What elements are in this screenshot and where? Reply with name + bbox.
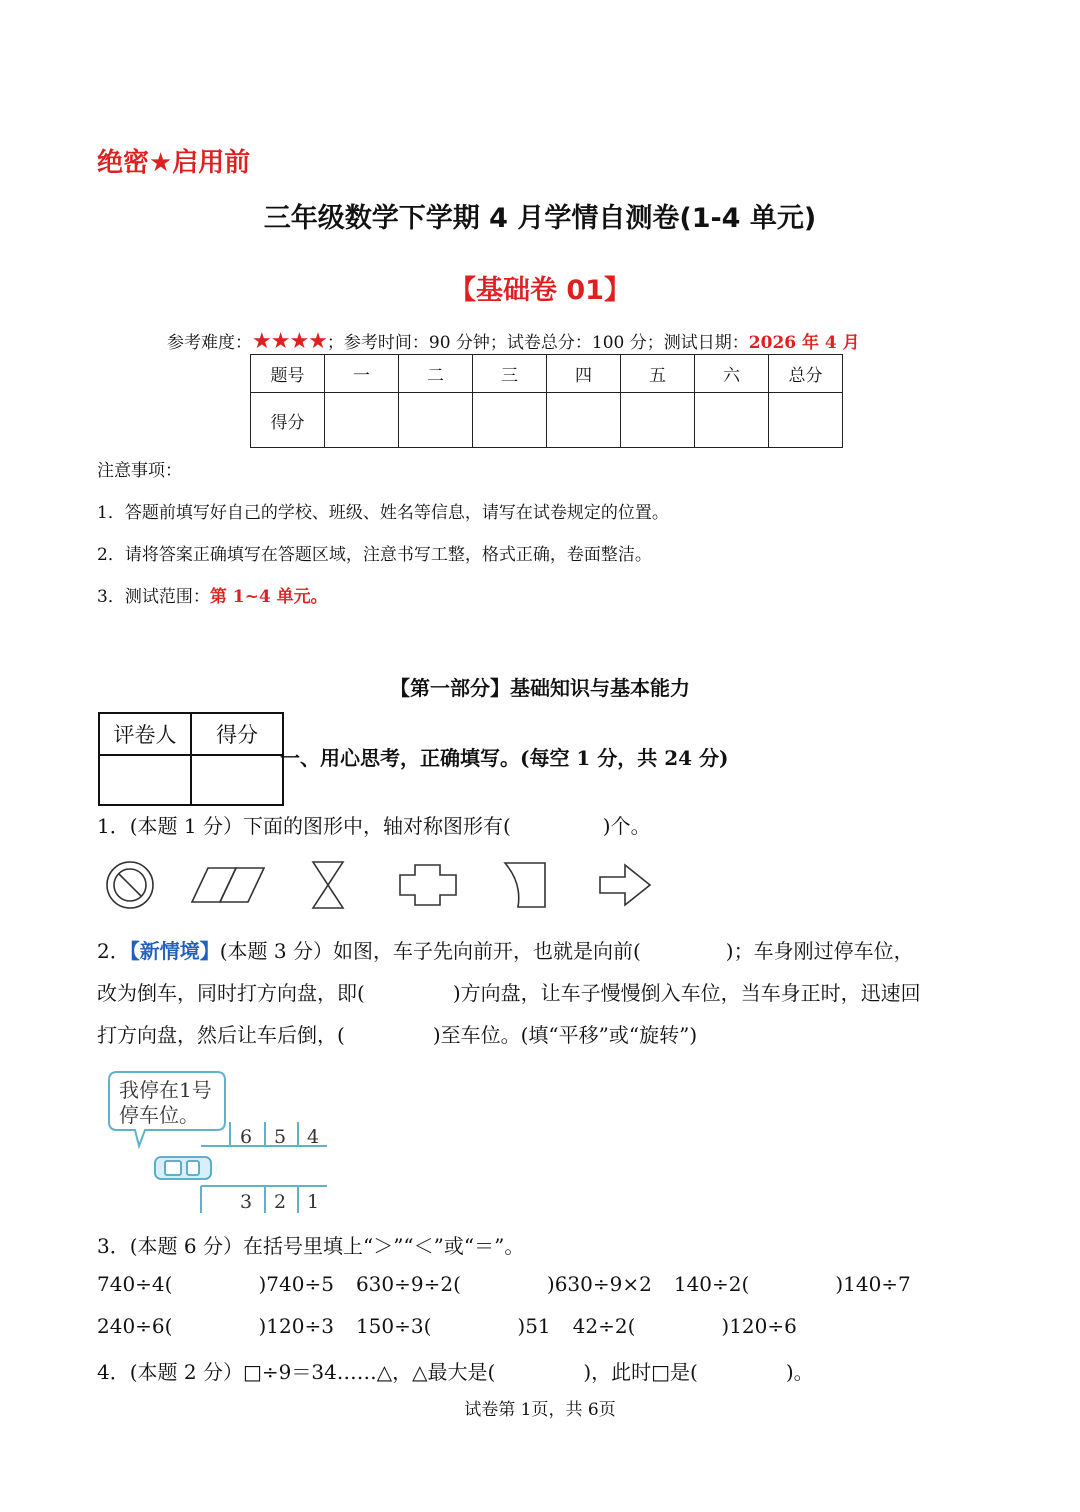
grader-header: 评卷人 xyxy=(99,713,191,755)
car-icon xyxy=(155,1157,211,1179)
exam-date: 2026 年 4 月 xyxy=(748,333,860,353)
bubble-text-1: 我停在1号 xyxy=(119,1078,212,1102)
exam-title: 三年级数学下学期 4 月学情自测卷(1-4 单元) xyxy=(263,203,817,234)
score-cell[interactable] xyxy=(695,393,769,448)
score-row-label: 得分 xyxy=(251,393,325,448)
question-text: )至车位。(填“平移”或“旋转”) xyxy=(432,1023,698,1047)
score-header: 二 xyxy=(399,355,473,393)
compare-right: )140÷7 xyxy=(835,1272,911,1296)
question-2-line-2 xyxy=(97,977,921,1006)
score-cell[interactable] xyxy=(621,393,695,448)
curved-quad-shape xyxy=(505,863,545,907)
question-text: 1．(本题 1 分）下面的图形中，轴对称图形有( xyxy=(97,814,511,838)
score-cell[interactable] xyxy=(473,393,547,448)
question-text: )，此时□是( xyxy=(583,1360,698,1384)
spot-label: 5 xyxy=(274,1126,287,1148)
score-cell[interactable] xyxy=(769,393,843,448)
section-title: 一、用心思考，正确填写。(每空 1 分，共 24 分) xyxy=(280,746,729,770)
note-item: 1．答题前填写好自己的学校、班级、姓名等信息，请写在试卷规定的位置。 xyxy=(97,503,669,523)
question-text: 打方向盘，然后让车后倒，( xyxy=(97,1023,345,1047)
score-header: 三 xyxy=(473,355,547,393)
score-cell[interactable] xyxy=(325,393,399,448)
compare-row xyxy=(97,1314,797,1338)
exam-meta: ；参考时间：90 分钟；试卷总分：100 分；测试日期： xyxy=(326,333,749,353)
question-text: )个。 xyxy=(602,814,651,838)
question-3: 3．(本题 6 分）在括号里填上“＞”“＜”或“＝”。 xyxy=(97,1234,525,1258)
exam-info xyxy=(167,328,860,354)
spot-label: 6 xyxy=(240,1126,253,1148)
compare-left: 240÷6( xyxy=(97,1314,173,1338)
score-table xyxy=(250,354,843,448)
bubble-text-2: 停车位。 xyxy=(119,1103,199,1127)
compare-left: 150÷3( xyxy=(355,1314,432,1338)
score-cell[interactable] xyxy=(547,393,621,448)
compare-right: )51 xyxy=(517,1314,551,1338)
score-header: 六 xyxy=(695,355,769,393)
score-header: 题号 xyxy=(251,355,325,393)
compare-left: 740÷4( xyxy=(97,1272,173,1296)
difficulty-stars: ★★★★ xyxy=(252,329,327,354)
compare-right: )630÷9×2 xyxy=(546,1272,652,1296)
arrow-shape xyxy=(600,865,650,905)
spot-label: 2 xyxy=(274,1191,287,1213)
question-2-line-3 xyxy=(97,1019,697,1048)
secret-label: 绝密★启用前 xyxy=(97,148,251,178)
note-item: 2．请将答案正确填写在答题区域，注意书写工整，格式正确，卷面整洁。 xyxy=(97,545,652,565)
question-1 xyxy=(97,810,651,839)
question-text: (本题 3 分）如图，车子先向前开，也就是向前( xyxy=(219,939,641,963)
question-number: 2． xyxy=(97,939,130,963)
question-text: 4．(本题 2 分）□÷9＝34……△，△最大是( xyxy=(97,1360,496,1384)
question-text: )。 xyxy=(785,1360,814,1384)
score-header: 五 xyxy=(621,355,695,393)
grader-cell[interactable] xyxy=(191,755,283,805)
score-header: 四 xyxy=(547,355,621,393)
question-2 xyxy=(97,935,914,964)
compare-left: 630÷9÷2( xyxy=(355,1272,461,1296)
cross-shape xyxy=(400,865,456,905)
no-sign-shape xyxy=(107,862,153,908)
notes-title: 注意事项： xyxy=(97,461,182,481)
compare-row xyxy=(97,1272,911,1296)
compare-right: )740÷5 xyxy=(258,1272,334,1296)
parking-figure xyxy=(105,1068,345,1218)
grader-header: 得分 xyxy=(191,713,283,755)
hourglass-shape xyxy=(313,862,343,908)
compare-right: )120÷6 xyxy=(721,1314,797,1338)
compare-left: 42÷2( xyxy=(572,1314,636,1338)
note-item-prefix: 3．测试范围： xyxy=(97,587,210,607)
grader-table xyxy=(98,712,284,806)
spot-label: 4 xyxy=(307,1126,320,1148)
grader-cell[interactable] xyxy=(99,755,191,805)
question-text: )方向盘，让车子慢慢倒入车位，当车身正时，迅速回 xyxy=(452,981,921,1005)
spot-label: 1 xyxy=(307,1191,320,1213)
note-item xyxy=(97,582,328,607)
question-text: 改为倒车，同时打方向盘，即( xyxy=(97,981,365,1005)
part-title: 【第一部分】基础知识与基本能力 xyxy=(390,676,690,700)
exam-subtitle: 【基础卷 01】 xyxy=(449,275,631,306)
question-tag: 【新情境】 xyxy=(129,939,220,963)
question-text: )；车身刚过停车位， xyxy=(725,939,914,963)
score-header: 一 xyxy=(325,355,399,393)
test-range: 第 1~4 单元。 xyxy=(209,587,328,607)
score-header: 总分 xyxy=(769,355,843,393)
page-footer: 试卷第 1页，共 6页 xyxy=(464,1400,616,1420)
spot-label: 3 xyxy=(240,1191,253,1213)
difficulty-label: 参考难度： xyxy=(167,333,252,353)
parallelogram-shape xyxy=(192,868,264,902)
question-4 xyxy=(97,1356,814,1385)
compare-left: 140÷2( xyxy=(673,1272,750,1296)
score-cell[interactable] xyxy=(399,393,473,448)
compare-right: )120÷3 xyxy=(258,1314,334,1338)
shapes-figure xyxy=(100,855,660,915)
